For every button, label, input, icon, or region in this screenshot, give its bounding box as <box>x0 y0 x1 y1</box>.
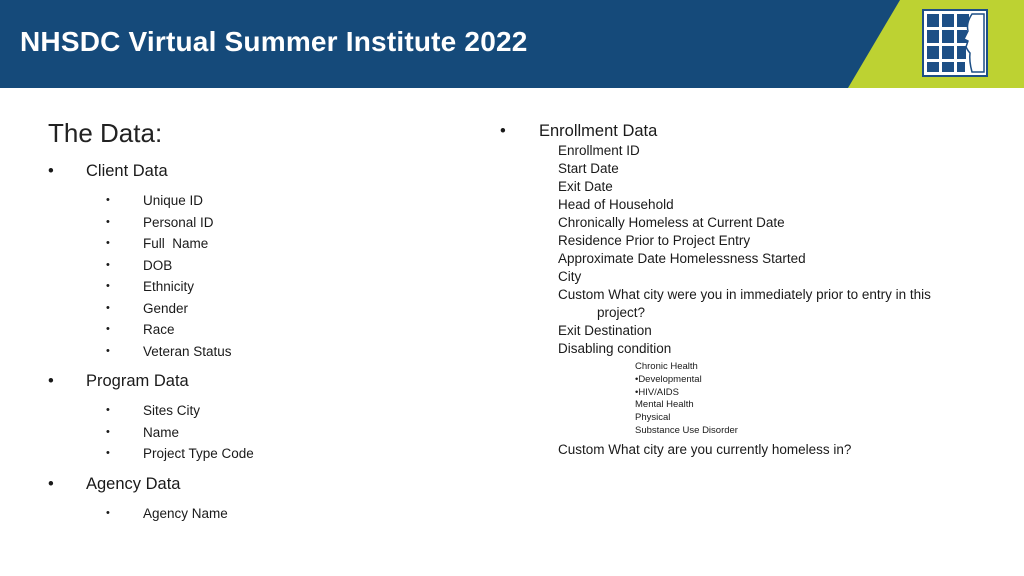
item-label: Agency Name <box>143 505 228 521</box>
enrollment-item: Exit Date <box>558 179 613 194</box>
section-program-data <box>48 369 468 393</box>
section-client-data <box>48 159 468 183</box>
item-label: Gender <box>143 300 189 316</box>
item-label: Veteran Status <box>143 343 232 359</box>
bullet: • <box>48 474 54 493</box>
bullet: • <box>48 372 54 390</box>
disabling-item: •Developmental <box>635 373 702 385</box>
disabling-item: Mental Health <box>635 399 694 411</box>
list-item: • Full Name <box>106 236 209 251</box>
list-item: • Agency Name <box>106 505 228 521</box>
list-item: • Sites City <box>106 403 201 418</box>
enrollment-item: Custom What city were you in immediately prior to entry in this <box>558 287 931 302</box>
item-label: Ethnicity <box>143 279 195 294</box>
enrollment-item: Residence Prior to Project Entry <box>558 233 751 248</box>
disabling-item: Physical <box>635 412 671 424</box>
enrollment-item: Chronically Homeless at Current Date <box>558 215 785 230</box>
bullet: • <box>500 122 506 140</box>
enrollment-item: Disabling condition <box>558 341 672 356</box>
item-label: Personal ID <box>143 214 214 230</box>
enrollment-item: Start Date <box>558 161 619 176</box>
item-label: Name <box>143 424 180 440</box>
item-label: Full Name <box>143 236 209 251</box>
list-item: • Project Type Code <box>106 446 254 461</box>
disabling-item: Chronic Health <box>635 361 698 372</box>
list-item: • Ethnicity <box>106 279 195 294</box>
enrollment-item: Enrollment ID <box>558 143 640 158</box>
section-enrollment-data <box>500 120 1000 142</box>
enrollment-item: Custom What city are you currently homeless in? <box>558 441 852 457</box>
right-column <box>500 120 1000 459</box>
section-agency-data <box>48 472 468 496</box>
enrollment-item: Head of Household <box>558 197 674 212</box>
enrollment-item: Approximate Date Homelessness Started <box>558 251 806 266</box>
disabling-item: •HIV/AIDS <box>635 386 679 398</box>
list-item: • Name <box>106 424 180 440</box>
bullet: • <box>48 162 54 180</box>
item-label: Race <box>143 322 175 337</box>
list-item: • Unique ID <box>106 193 204 208</box>
enrollment-item: Exit Destination <box>558 323 652 338</box>
section-label: Agency Data <box>86 474 181 493</box>
section-label: Program Data <box>86 372 189 390</box>
list-item: • Race <box>106 322 175 337</box>
left-column <box>48 118 468 524</box>
disabling-item: Substance Use Disorder <box>635 424 738 436</box>
list-item: • DOB <box>106 257 173 273</box>
page-title: NHSDC Virtual Summer Institute 2022 <box>20 26 528 57</box>
item-label: Sites City <box>143 403 201 418</box>
enrollment-item: City <box>558 269 582 284</box>
item-label: DOB <box>143 257 173 273</box>
enrollment-item-continued: project? <box>597 305 646 320</box>
list-item: • Veteran Status <box>106 343 232 359</box>
data-heading: The Data: <box>48 118 163 148</box>
nhsdc-logo-icon <box>922 9 988 77</box>
item-label: Unique ID <box>143 193 204 208</box>
list-item: • Gender <box>106 300 189 316</box>
section-label: Enrollment Data <box>539 122 658 140</box>
item-label: Project Type Code <box>143 446 254 461</box>
list-item: • Personal ID <box>106 214 214 230</box>
section-label: Client Data <box>86 162 168 180</box>
